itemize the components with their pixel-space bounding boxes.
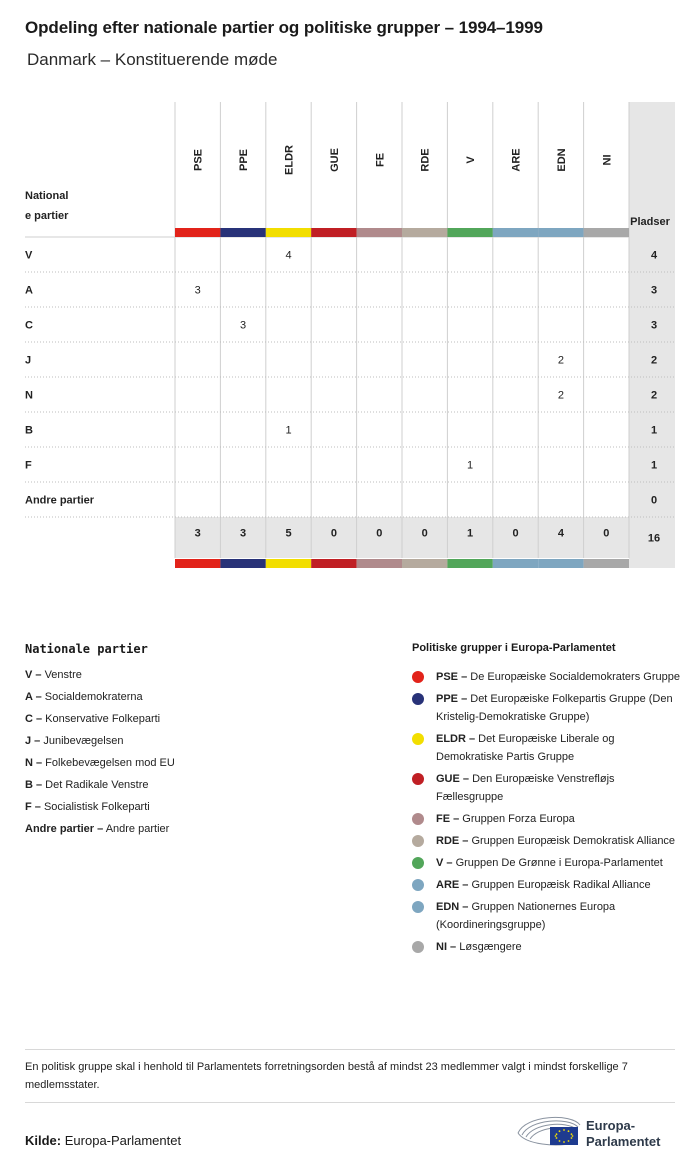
legend-color-dot-icon [412,835,424,847]
legend-name: Det Europæiske Liberale og Demokratiske Partis Gruppe [436,733,615,763]
color-bar-bottom-edn [538,559,583,568]
row-seats-value: 0 [650,494,658,507]
legend-color-dot-icon [412,941,424,953]
legend-name: Socialdemokraterna [41,691,143,703]
cell-value: 3 [240,319,247,332]
row-seats-value: 3 [650,319,658,332]
legend-code: Andre partier – [25,823,104,835]
row-seats-value: 4 [650,249,658,262]
legend-color-dot-icon [412,901,424,913]
row-seats-value: 1 [650,459,658,472]
column-header-ni: NI [601,154,614,166]
column-header-gue: GUE [328,148,341,172]
column-total-value: 0 [376,527,383,540]
national-parties-legend-title: Nationale partier [25,642,148,656]
legend-name: Folkebevægelsen mod EU [42,757,175,769]
legend-code: C – [25,713,43,725]
legend-color-dot-icon [412,857,424,869]
column-total-value: 0 [330,527,337,540]
legend-name: Junibevægelsen [40,735,124,747]
footnote: En politisk gruppe skal i henhold til Parlamentets forretningsorden bestå af mindst 23 medlemmer valgt i mindst forskellige 7 medlemsstater. [25,1061,628,1091]
page-title: Opdeling efter nationale partier og politiske grupper – 1994–1999 [25,18,543,37]
legend-name: Gruppen Nationernes Europa (Koordineringsgruppe) [436,901,616,931]
national-party-legend-item [25,756,365,778]
column-total-value: 5 [285,527,292,540]
divider [25,1102,675,1103]
legend-name: Gruppen Forza Europa [459,813,575,825]
legend-name: Socialistisk Folkeparti [40,801,150,813]
legend-name: Gruppen Europæisk Radikal Alliance [468,879,651,891]
legend-code: V – [436,857,453,869]
legend-code: F – [25,801,41,813]
legend-name: Det Europæiske Folkepartis Gruppe (Den Kristelig-Demokratiske Gruppe) [436,693,673,723]
color-bar-bottom-ppe [220,559,265,568]
column-header-pse: PSE [192,148,205,172]
legend-name: Andre partier [103,823,170,835]
legend-name: Den Europæiske Venstrefløjs Fællesgruppe [436,773,615,803]
national-parties-legend [25,668,365,844]
page-subtitle: Danmark – Konstituerende møde [27,50,278,69]
color-bar-bottom-eldr [266,559,311,568]
column-total-value: 0 [512,527,519,540]
national-party-legend-item [25,690,365,712]
legend-code: FE – [436,813,460,825]
color-bar-bottom-v [447,559,492,568]
legend-code: PPE – [436,693,468,705]
legend-code: A – [25,691,42,703]
national-party-legend-item [25,734,365,756]
legend-code: N – [25,757,43,769]
color-bar-fe [357,228,402,237]
row-party-label: N [25,389,33,402]
color-bar-pse [175,228,220,237]
color-bar-are [493,228,538,237]
column-header-fe: FE [374,152,387,168]
political-group-legend-item [412,898,682,934]
color-bar-rde [402,228,447,237]
legend-name: Konservative Folkeparti [42,713,161,725]
political-group-legend-item [412,938,682,956]
cell-value: 2 [557,389,564,402]
cell-value: 4 [285,249,292,262]
color-bar-bottom-pse [175,559,220,568]
color-bar-bottom-fe [357,559,402,568]
legend-name: Løsgængere [456,941,522,953]
column-total-value: 4 [557,527,564,540]
column-total-value: 0 [603,527,610,540]
row-party-label: V [25,249,33,262]
column-header-rde: RDE [419,148,432,172]
row-party-label: A [25,284,33,297]
legend-code: ARE – [436,879,469,891]
legend-name: Gruppen Europæisk Demokratisk Alliance [468,835,676,847]
column-header-v: V [465,156,478,164]
cell-value: 2 [557,354,564,367]
seats-header-label: Pladser [630,216,670,228]
row-party-label: C [25,319,33,332]
cell-value: 1 [285,424,292,437]
color-bar-ni [584,228,629,237]
national-party-legend-item [25,712,365,734]
row-party-label: J [25,354,32,367]
political-group-legend-item [412,690,682,726]
legend-code: RDE – [436,835,469,847]
political-group-legend-item [412,668,682,686]
legend-code: J – [25,735,41,747]
political-group-legend-item [412,770,682,806]
row-party-label: Andre partier [25,494,95,507]
row-seats-value: 3 [650,284,658,297]
column-header-are: ARE [510,148,523,172]
legend-color-dot-icon [412,813,424,825]
row-party-label: B [25,424,33,437]
row-seats-value: 2 [650,389,658,402]
legend-color-dot-icon [412,693,424,705]
political-groups-legend-title: Politiske grupper i Europa-Parlamentet [412,642,616,654]
political-group-legend-item [412,854,682,872]
column-header-edn: EDN [555,148,568,172]
column-total-value: 3 [240,527,247,540]
legend-code: NI – [436,941,457,953]
color-bar-bottom-rde [402,559,447,568]
logo-text-line1: Europa- [586,1118,636,1133]
row-party-label: F [25,459,32,472]
legend-code: V – [25,669,42,681]
cell-value: 3 [194,284,201,297]
political-group-legend-item [412,832,682,850]
color-bar-bottom-are [493,559,538,568]
legend-code: B – [25,779,43,791]
source-line [25,1133,181,1148]
column-header-ppe: PPE [238,148,251,172]
legend-color-dot-icon [412,733,424,745]
legend-name: Det Radikale Venstre [42,779,149,791]
legend-code: EDN – [436,901,469,913]
color-bar-bottom-gue [311,559,356,568]
national-party-legend-item [25,800,365,822]
national-party-legend-item [25,778,365,800]
color-bar-v [447,228,492,237]
political-group-legend-item [412,876,682,894]
row-header-label: e partier [25,210,69,222]
legend-color-dot-icon [412,671,424,683]
political-group-legend-item [412,810,682,828]
column-total-value: 1 [467,527,474,540]
legend-name: Venstre [41,669,82,681]
column-header-eldr: ELDR [283,145,296,175]
row-seats-value: 2 [650,354,658,367]
legend-code: ELDR – [436,733,476,745]
row-header-label: National [25,190,69,202]
color-bar-eldr [266,228,311,237]
legend-color-dot-icon [412,879,424,891]
legend-name: De Europæiske Socialdemokraters Gruppe [467,671,680,683]
source-label: Kilde: [25,1133,62,1148]
row-seats-value: 1 [650,424,658,437]
national-party-legend-item [25,668,365,690]
color-bar-edn [538,228,583,237]
cell-value: 1 [467,459,474,472]
political-groups-legend [412,668,682,960]
logo-text-line2: Parlamentet [586,1134,661,1149]
color-bar-gue [311,228,356,237]
divider [25,1049,675,1050]
source-value: Europa-Parlamentet [64,1133,182,1148]
color-bar-bottom-ni [584,559,629,568]
national-party-legend-item [25,822,365,844]
political-group-legend-item [412,730,682,766]
legend-code: PSE – [436,671,468,683]
legend-code: GUE – [436,773,470,785]
color-bar-ppe [220,228,265,237]
legend-name: Gruppen De Grønne i Europa-Parlamentet [452,857,663,869]
column-total-value: 3 [194,527,201,540]
legend-color-dot-icon [412,773,424,785]
logo-text [586,1118,660,1150]
column-total-value: 0 [421,527,428,540]
total-seats-value: 16 [647,532,661,545]
